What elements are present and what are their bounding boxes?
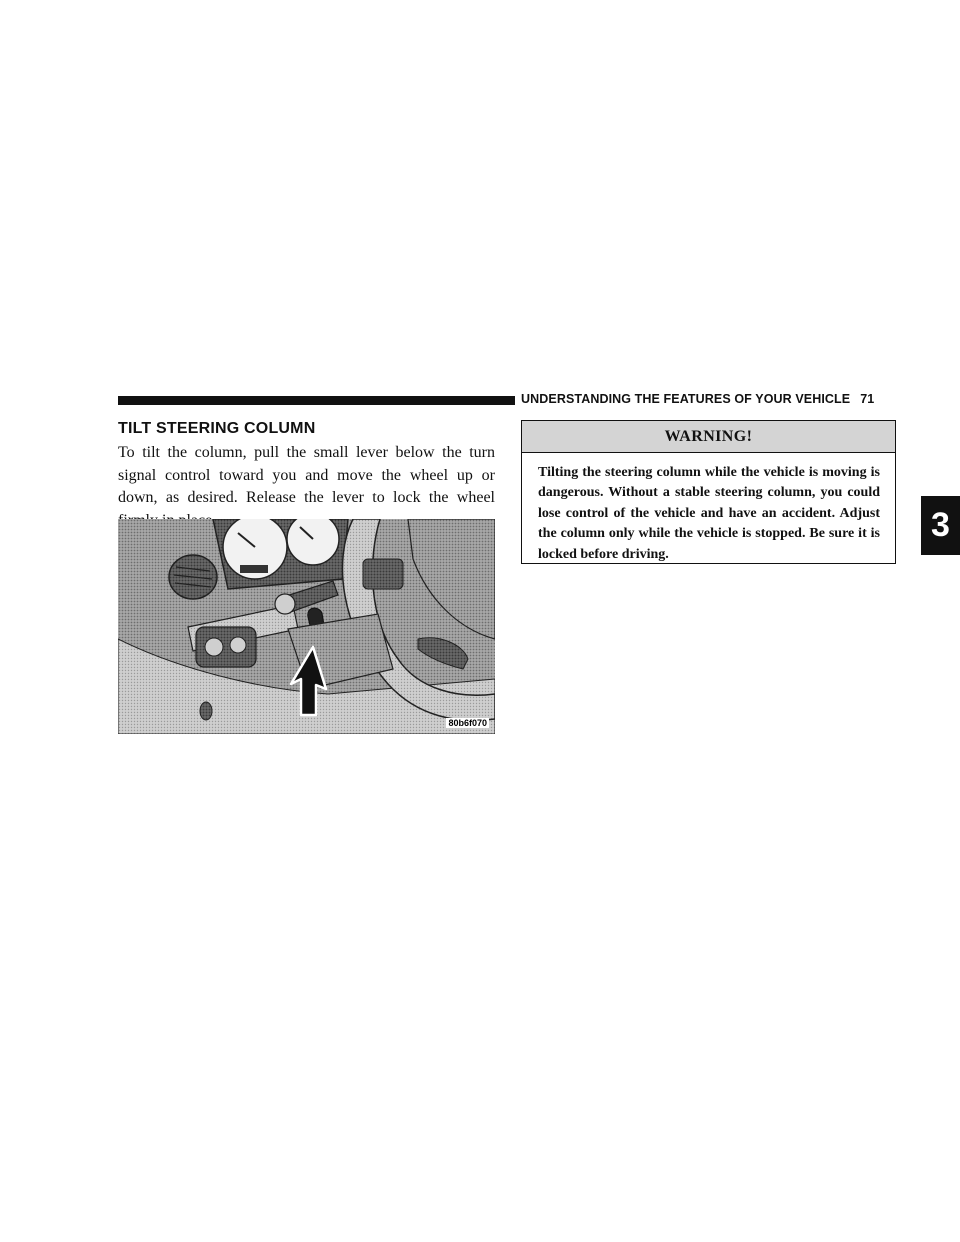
chapter-tab: 3 [921,496,960,555]
arrow-up-icon [118,519,495,734]
warning-text: Tilting the steering column while the vehicle is moving is dangerous. Without a stable steering column, you could lose control of the vehicle and have an accident. Adjust the column only while the vehicle is stopped. Be sure it is locked before driving. [538,465,880,562]
header-rule [118,396,515,405]
running-header [521,392,874,406]
warning-title: WARNING! [522,421,895,453]
steering-column-figure [118,519,495,734]
section-title: TILT STEERING COLUMN [118,420,316,437]
warning-box [521,420,896,564]
section-body: To tilt the column, pull the small lever below the turn signal control toward you and move the wheel up or down, as desired. Release the lever to lock the wheel [118,444,495,506]
running-title: UNDERSTANDING THE FEATURES OF YOUR VEHICLE [521,392,851,406]
figure-id-label: 80b6f070 [448,718,487,728]
page-number: 71 [860,392,875,406]
